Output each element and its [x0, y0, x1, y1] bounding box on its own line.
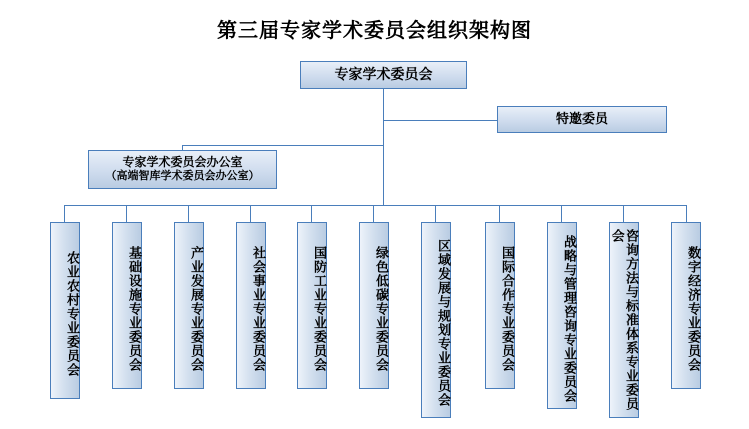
connector-drop-11	[686, 205, 687, 222]
connector-bus	[64, 205, 686, 206]
committee-box-8[interactable]: 国际合作专业委员会	[485, 222, 515, 389]
node-top-committee[interactable]: 专家学术委员会	[300, 61, 467, 89]
page-title: 第三届专家学术委员会组织架构图	[217, 20, 532, 42]
connector-drop-9	[561, 205, 562, 222]
node-office[interactable]	[88, 150, 277, 189]
connector-to-office	[182, 145, 383, 146]
connector-to-invited	[383, 120, 497, 121]
committee-box-11[interactable]: 数字经济专业委员会	[671, 222, 701, 389]
connector-drop-1	[64, 205, 65, 222]
node-invited-members[interactable]: 特邀委员	[497, 106, 667, 133]
connector-drop-5	[311, 205, 312, 222]
connector-drop-2	[126, 205, 127, 222]
connector-office-stub	[182, 145, 183, 150]
committee-box-7[interactable]: 区域发展与规划专业委员会	[421, 222, 451, 418]
node-office-line2: （高端智库学术委员会办公室）	[105, 170, 260, 183]
connector-drop-8	[499, 205, 500, 222]
node-office-line1: 专家学术委员会办公室	[122, 155, 243, 170]
connector-drop-3	[188, 205, 189, 222]
connector-drop-6	[373, 205, 374, 222]
connector-drop-4	[250, 205, 251, 222]
connector-top-vertical-1	[383, 89, 384, 121]
committee-box-3[interactable]: 产业发展专业委员会	[174, 222, 204, 389]
connector-drop-10	[623, 205, 624, 222]
committee-box-5[interactable]: 国防工业专业委员会	[297, 222, 327, 389]
connector-drop-7	[435, 205, 436, 222]
committee-box-9[interactable]: 战略与管理咨询专业委员会	[547, 222, 577, 409]
committee-box-2[interactable]: 基础设施专业委员会	[112, 222, 142, 389]
committee-box-10[interactable]: 咨询方法与标准体系专业委员会	[609, 222, 639, 418]
connector-top-vertical-2	[383, 120, 384, 205]
committee-box-1[interactable]: 农业农村专业委员会	[50, 222, 80, 399]
committee-box-4[interactable]: 社会事业专业委员会	[236, 222, 266, 389]
committee-box-6[interactable]: 绿色低碳专业委员会	[359, 222, 389, 389]
